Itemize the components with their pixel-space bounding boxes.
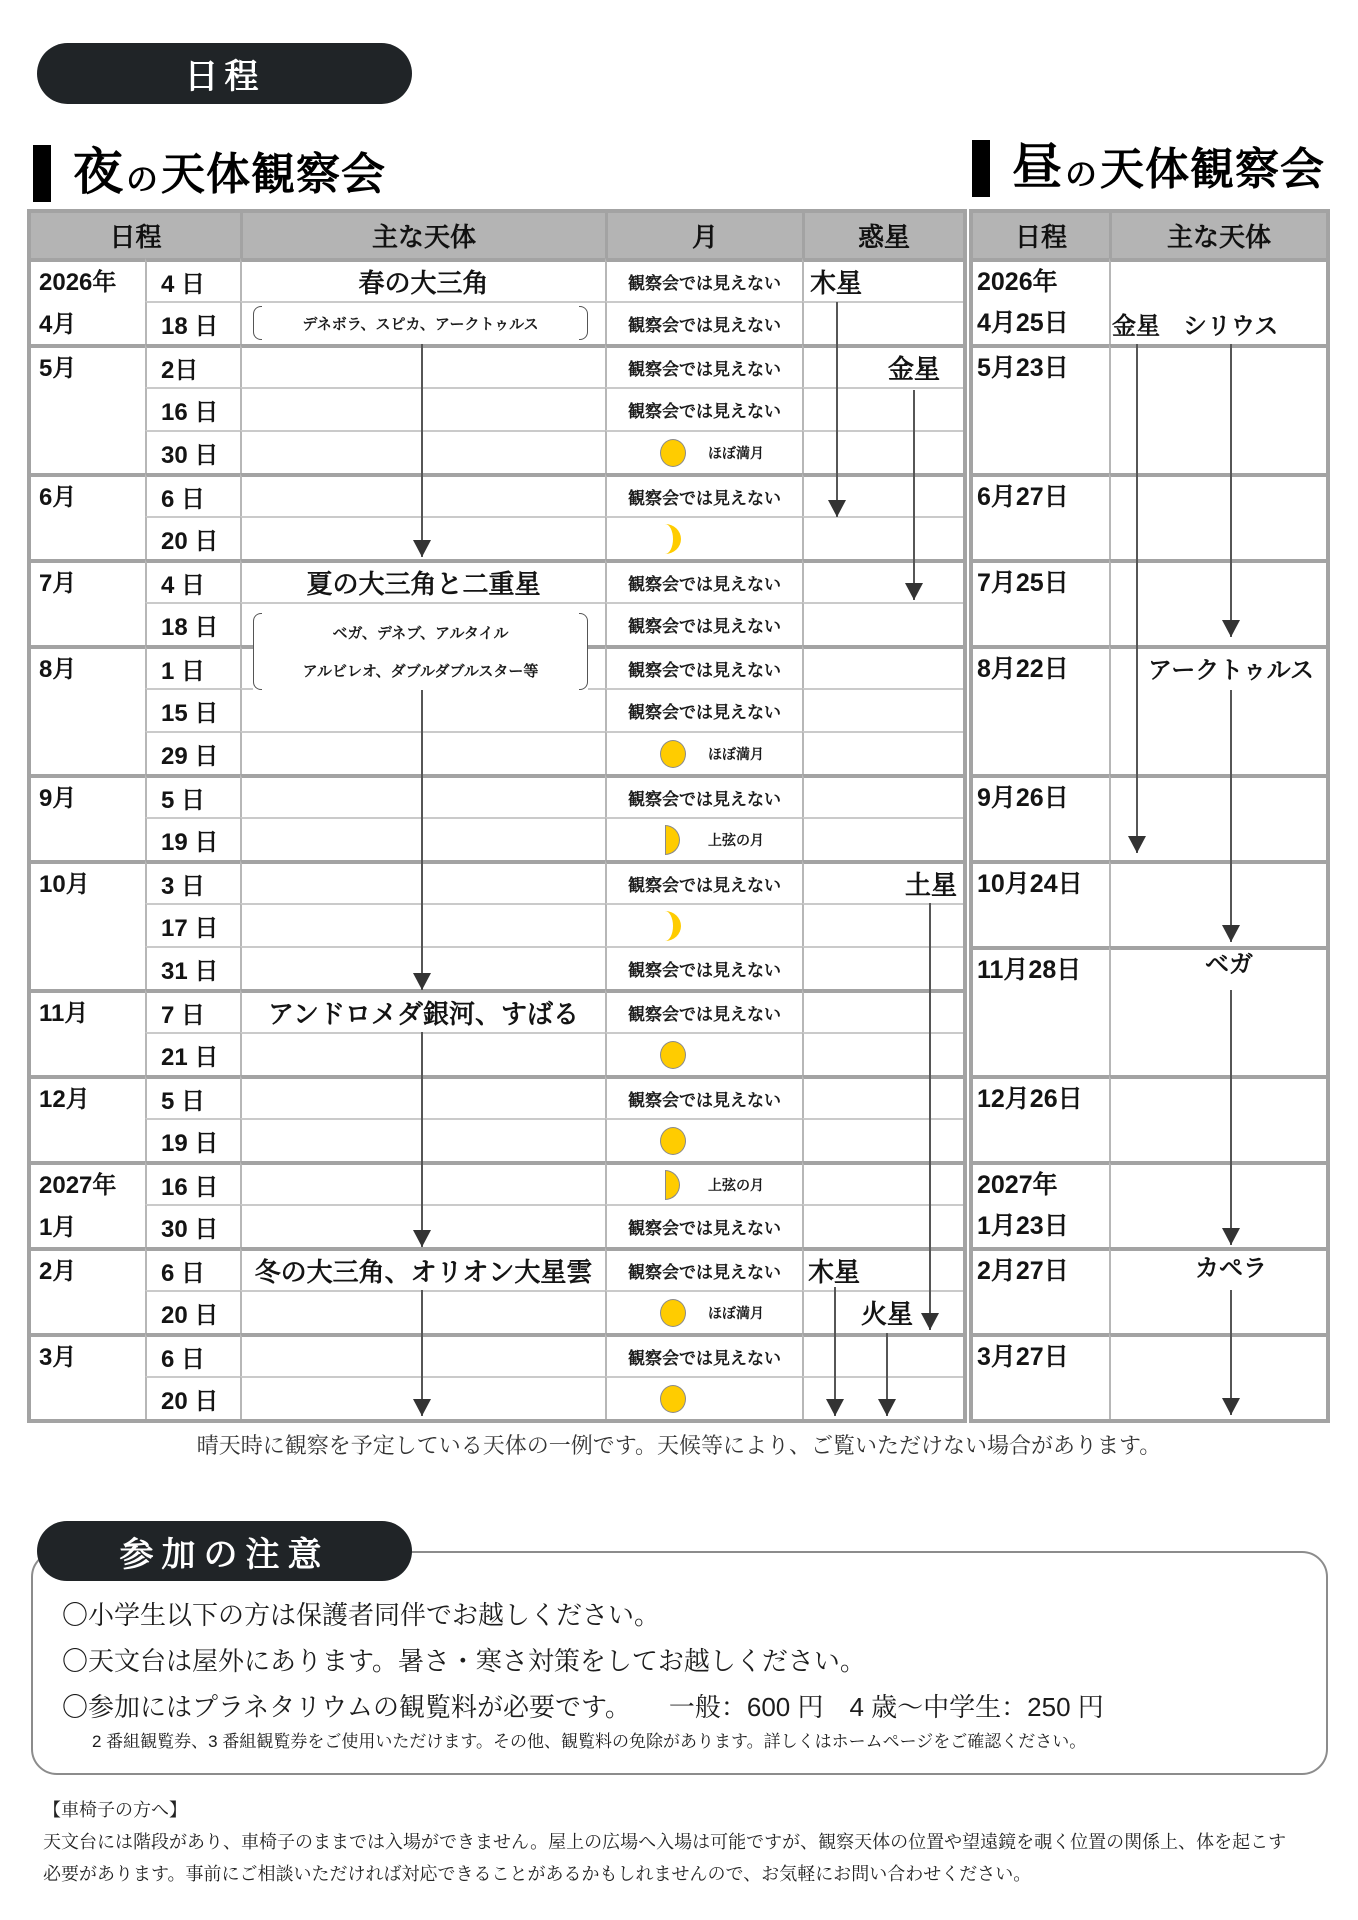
right-bracket-icon: [579, 613, 588, 690]
month-cell: [31, 989, 145, 1075]
object-cell: [1109, 1161, 1326, 1247]
day-cell: 3 日: [145, 860, 240, 903]
date-year: 2027年: [977, 1171, 1058, 1199]
moon-cell: [605, 989, 802, 1032]
moon-cell: [605, 430, 802, 473]
moon-phase-icon: [660, 439, 686, 467]
arrow-down-icon: [421, 1032, 423, 1247]
right-bracket-icon: [579, 306, 588, 340]
day-cell: 19 日: [145, 817, 240, 860]
arrow-down-icon: [836, 302, 838, 517]
day-cell: 19 日: [145, 1118, 240, 1161]
moon-phase-icon: [665, 911, 681, 941]
moon-label: 観察会では見えない: [628, 316, 781, 335]
month-label: 12月: [39, 1086, 90, 1113]
month-cell: [31, 344, 145, 473]
spring-stars-bracket: [253, 306, 588, 340]
header-objects: 主な天体: [1109, 213, 1326, 258]
title-lead: 昼: [1012, 139, 1062, 195]
note-item: 〇小学生以下の方は保護者同伴でお越しください。: [62, 1600, 661, 1630]
planet-cell: [802, 1032, 963, 1075]
moon-cell: [605, 1032, 802, 1075]
planet-label-mars: 火星: [860, 1299, 913, 1329]
title-particle: の: [1065, 156, 1098, 192]
object-cell: [1109, 946, 1326, 1075]
title-lead: 夜: [73, 144, 123, 200]
month-label: 3月: [39, 1344, 77, 1371]
day-cell: 7 日: [145, 989, 240, 1032]
arrow-down-icon: [1136, 344, 1138, 853]
moon-label: 観察会では見えない: [628, 1349, 781, 1368]
bracket-text: アルビレオ、ダブルダブルスター等: [302, 663, 539, 681]
note-item: 〇天文台は屋外にあります。暑さ・寒さ対策をしてお越しください。: [62, 1646, 866, 1676]
month-cell: [31, 645, 145, 774]
moon-label: 観察会では見えない: [628, 1219, 781, 1238]
object-cell: [1109, 1075, 1326, 1161]
object-sirius: シリウス: [1183, 313, 1279, 340]
month-label: 9月: [39, 785, 77, 812]
planet-label-saturn: 土星: [904, 870, 957, 900]
day-cell: 4 日: [145, 258, 240, 301]
schedule-footnote: 晴天時に観察を予定している天体の一例です。天候等により、ご覧いただけない場合があります。: [196, 1433, 1162, 1458]
moon-label: 観察会では見えない: [628, 274, 781, 293]
day-cell: 29 日: [145, 731, 240, 774]
planet-cell: [802, 516, 963, 559]
title-rest: 天体観察会: [1100, 145, 1326, 194]
date-cell: [973, 645, 1109, 774]
planet-cell: [802, 946, 963, 989]
moon-cell: [605, 688, 802, 731]
date-label: 12月26日: [977, 1085, 1083, 1113]
moon-phase-icon: [660, 1127, 686, 1155]
moon-label: 上弦の月: [708, 1176, 764, 1193]
moon-cell: [605, 1161, 802, 1204]
moon-cell: [605, 559, 802, 602]
date-cell: [973, 1333, 1109, 1419]
arrow-down-icon: [421, 344, 423, 557]
title-bar: [972, 140, 990, 197]
moon-label: 観察会では見えない: [628, 1005, 781, 1024]
planet-cell: [802, 1118, 963, 1161]
date-label: 7月25日: [977, 569, 1069, 597]
moon-label: 観察会では見えない: [628, 961, 781, 980]
moon-label: 観察会では見えない: [628, 1091, 781, 1110]
moon-phase-icon: [660, 1041, 686, 1069]
moon-cell: [605, 387, 802, 430]
moon-cell: [605, 258, 802, 301]
wheelchair-text-line: 必要があります。事前にご相談いただければ対応できることがあるかもしれませんので、お気軽にお問い合わせください。: [43, 1864, 1032, 1884]
object-name: 春の大三角: [358, 268, 489, 298]
date-year: 2026年: [977, 268, 1058, 296]
date-label: 8月22日: [977, 655, 1069, 683]
month-label: 6月: [39, 484, 77, 511]
planet-label-jupiter: 木星: [808, 1257, 861, 1287]
note-item-fees: [62, 1692, 1104, 1722]
object-arcturus: アークトゥルス: [1148, 657, 1314, 684]
object-cell: [240, 559, 605, 602]
moon-cell: [605, 774, 802, 817]
date-label: 10月24日: [977, 870, 1083, 898]
moon-phase-icon: [660, 1299, 686, 1327]
month-label: 7月: [39, 570, 77, 597]
moon-phase-icon: [665, 825, 680, 855]
date-cell: [973, 1161, 1109, 1247]
planet-cell: [802, 1247, 963, 1290]
planet-cell: [802, 860, 963, 903]
planet-cell: [802, 258, 963, 301]
month-cell: [31, 774, 145, 860]
month-label: 4月: [39, 311, 77, 338]
day-cell: 15 日: [145, 688, 240, 731]
moon-cell: [605, 1204, 802, 1247]
date-label: 11月28日: [977, 956, 1082, 984]
planet-cell: [802, 688, 963, 731]
day-cell: 6 日: [145, 473, 240, 516]
arrow-down-icon: [421, 1290, 423, 1416]
day-cell: 18 日: [145, 602, 240, 645]
notes-heading-pill: 参加の注意: [37, 1521, 412, 1581]
month-cell: [31, 473, 145, 559]
object-cell: [240, 258, 605, 301]
day-cell: 16 日: [145, 387, 240, 430]
month-cell: [31, 258, 145, 344]
object-name: アンドロメダ銀河、すばる: [268, 999, 579, 1029]
day-cell: 20 日: [145, 1376, 240, 1419]
title-bar: [33, 145, 51, 202]
planet-cell: [802, 1075, 963, 1118]
date-label: 9月26日: [977, 784, 1069, 812]
wheelchair-heading: 【車椅子の方へ】: [43, 1800, 187, 1820]
planet-cell: [802, 903, 963, 946]
left-bracket-icon: [253, 613, 262, 690]
object-capella: カペラ: [1195, 1255, 1267, 1282]
day-cell: 17 日: [145, 903, 240, 946]
bracket-text: デネボラ、スピカ、アークトゥルス: [302, 315, 539, 333]
object-cell: [1109, 860, 1326, 946]
day-cell: 5 日: [145, 774, 240, 817]
arrow-down-icon: [1230, 990, 1232, 1245]
planet-cell: [802, 989, 963, 1032]
header-schedule: 日程: [31, 213, 240, 258]
day-cell: 4 日: [145, 559, 240, 602]
moon-label: ほぼ満月: [708, 1304, 764, 1321]
object-name: 夏の大三角と二重星: [306, 569, 541, 599]
wheelchair-text-line: 天文台には階段があり、車椅子のままでは入場ができません。屋上の広場へ入場は可能ですが、観察天体の位置や望遠鏡を覗く位置の関係上、体を起こす: [43, 1832, 1287, 1852]
object-cell: [1109, 344, 1326, 473]
month-cell: [31, 1333, 145, 1419]
fee-general: 一般：600 円: [668, 1692, 824, 1722]
arrow-down-icon: [913, 390, 915, 600]
fee-child: 4 歳～中学生：250 円: [849, 1692, 1104, 1722]
day-cell: 6 日: [145, 1333, 240, 1376]
moon-label: 観察会では見えない: [628, 402, 781, 421]
date-label: 5月23日: [977, 354, 1069, 382]
moon-cell: [605, 344, 802, 387]
header-schedule: 日程: [973, 213, 1109, 258]
month-cell: [31, 1075, 145, 1161]
date-cell: [973, 946, 1109, 1075]
object-cell: [1109, 473, 1326, 559]
bracket-text: ベガ、デネブ、アルタイル: [332, 624, 509, 642]
object-cell: [1109, 559, 1326, 645]
moon-label: 観察会では見えない: [628, 575, 781, 594]
moon-label: 観察会では見えない: [628, 661, 781, 680]
moon-phase-icon: [660, 1385, 686, 1413]
month-label: 1月: [39, 1214, 77, 1241]
planet-cell: [802, 817, 963, 860]
moon-phase-icon: [665, 524, 681, 554]
planet-cell: [802, 1333, 963, 1376]
month-year-label: 2027年: [39, 1172, 117, 1199]
header-objects: 主な天体: [240, 213, 605, 258]
note-item-text: 〇参加にはプラネタリウムの観覧料が必要です。: [62, 1692, 631, 1722]
moon-cell: [605, 731, 802, 774]
object-cell: [240, 989, 605, 1032]
title-particle: の: [126, 161, 159, 197]
date-label: 4月25日: [977, 309, 1069, 337]
moon-cell: [605, 860, 802, 903]
planet-cell: [802, 301, 963, 344]
object-cell: [1109, 1333, 1326, 1419]
planet-cell: [802, 430, 963, 473]
moon-label: 観察会では見えない: [628, 617, 781, 636]
planet-cell: [802, 1204, 963, 1247]
object-name: 冬の大三角、オリオン大星雲: [254, 1257, 593, 1287]
planet-label-jupiter: 木星: [810, 268, 863, 298]
moon-label: 観察会では見えない: [628, 360, 781, 379]
day-cell: 31 日: [145, 946, 240, 989]
day-cell: 16 日: [145, 1161, 240, 1204]
arrow-down-icon: [1230, 344, 1232, 637]
summer-stars-bracket: [253, 613, 588, 690]
date-cell: [973, 1075, 1109, 1161]
month-label: 8月: [39, 656, 77, 683]
header-planets: 惑星: [802, 213, 963, 258]
object-cell: [240, 1247, 605, 1290]
title-rest: 天体観察会: [161, 150, 387, 199]
arrow-down-icon: [886, 1333, 888, 1416]
month-cell: [31, 1247, 145, 1333]
day-cell: 21 日: [145, 1032, 240, 1075]
moon-label: 観察会では見えない: [628, 1263, 781, 1282]
date-cell: [973, 559, 1109, 645]
moon-label: 観察会では見えない: [628, 790, 781, 809]
planet-cell: [802, 602, 963, 645]
object-cell: [1109, 1247, 1326, 1333]
month-label: 5月: [39, 355, 77, 382]
month-label: 10月: [39, 871, 90, 898]
night-schedule-table: [27, 209, 967, 1423]
object-venus: 金星: [1112, 313, 1160, 340]
moon-cell: [605, 1290, 802, 1333]
planet-cell: [802, 473, 963, 516]
night-section-title: [33, 145, 386, 202]
month-cell: [31, 860, 145, 989]
day-cell: 20 日: [145, 1290, 240, 1333]
day-cell: 6 日: [145, 1247, 240, 1290]
date-label: 6月27日: [977, 483, 1069, 511]
planet-cell: [802, 344, 963, 387]
moon-cell: [605, 516, 802, 559]
moon-cell: [605, 301, 802, 344]
date-label: 3月27日: [977, 1343, 1069, 1371]
moon-cell: [605, 1333, 802, 1376]
object-cell: [1109, 258, 1326, 344]
date-cell: [973, 1247, 1109, 1333]
month-label: 2月: [39, 1258, 77, 1285]
day-cell: 5 日: [145, 1075, 240, 1118]
day-schedule-table: [969, 209, 1330, 1423]
day-cell: 30 日: [145, 430, 240, 473]
planet-cell: [802, 559, 963, 602]
arrow-down-icon: [834, 1287, 836, 1416]
arrow-down-icon: [421, 690, 423, 990]
object-vega: ベガ: [1205, 951, 1253, 978]
day-cell: 20 日: [145, 516, 240, 559]
schedule-heading-pill: 日程: [37, 43, 412, 104]
day-cell: 2日: [145, 344, 240, 387]
date-cell: [973, 258, 1109, 344]
planet-label-venus: 金星: [887, 354, 940, 384]
planet-cell: [802, 731, 963, 774]
moon-cell: [605, 1075, 802, 1118]
moon-label: 観察会では見えない: [628, 489, 781, 508]
moon-cell: [605, 1118, 802, 1161]
month-label: 11月: [39, 1000, 89, 1027]
moon-label: 上弦の月: [708, 831, 764, 848]
moon-cell: [605, 645, 802, 688]
date-cell: [973, 860, 1109, 946]
month-year-label: 2026年: [39, 269, 117, 296]
note-subtext: 2 番組観覧券、3 番組観覧券をご使用いただけます。その他、観覧料の免除があります。詳しくはホームページをご確認ください。: [92, 1732, 1087, 1751]
planet-cell: [802, 645, 963, 688]
arrow-down-icon: [1230, 1290, 1232, 1415]
moon-label: 観察会では見えない: [628, 703, 781, 722]
month-cell: [31, 559, 145, 645]
date-cell: [973, 344, 1109, 473]
object-cell: [1109, 645, 1326, 774]
arrow-down-icon: [929, 903, 931, 1330]
day-cell: 30 日: [145, 1204, 240, 1247]
day-cell: 18 日: [145, 301, 240, 344]
moon-cell: [605, 1247, 802, 1290]
arrow-down-icon: [1230, 690, 1232, 942]
header-moon: 月: [605, 213, 802, 258]
day-section-title: [972, 140, 1325, 197]
moon-label: 観察会では見えない: [628, 876, 781, 895]
date-label: 2月27日: [977, 1257, 1069, 1285]
date-label: 1月23日: [977, 1212, 1069, 1240]
moon-cell: [605, 602, 802, 645]
moon-phase-icon: [665, 1170, 680, 1200]
planet-cell: [802, 774, 963, 817]
month-cell: [31, 1161, 145, 1247]
left-bracket-icon: [253, 306, 262, 340]
moon-cell: [605, 903, 802, 946]
moon-label: ほぼ満月: [708, 444, 764, 461]
date-cell: [973, 473, 1109, 559]
date-cell: [973, 774, 1109, 860]
moon-cell: [605, 1376, 802, 1419]
day-cell: 1 日: [145, 645, 240, 688]
moon-cell: [605, 817, 802, 860]
planet-cell: [802, 387, 963, 430]
moon-label: ほぼ満月: [708, 745, 764, 762]
moon-cell: [605, 473, 802, 516]
planet-cell: [802, 1161, 963, 1204]
moon-cell: [605, 946, 802, 989]
moon-phase-icon: [660, 740, 686, 768]
